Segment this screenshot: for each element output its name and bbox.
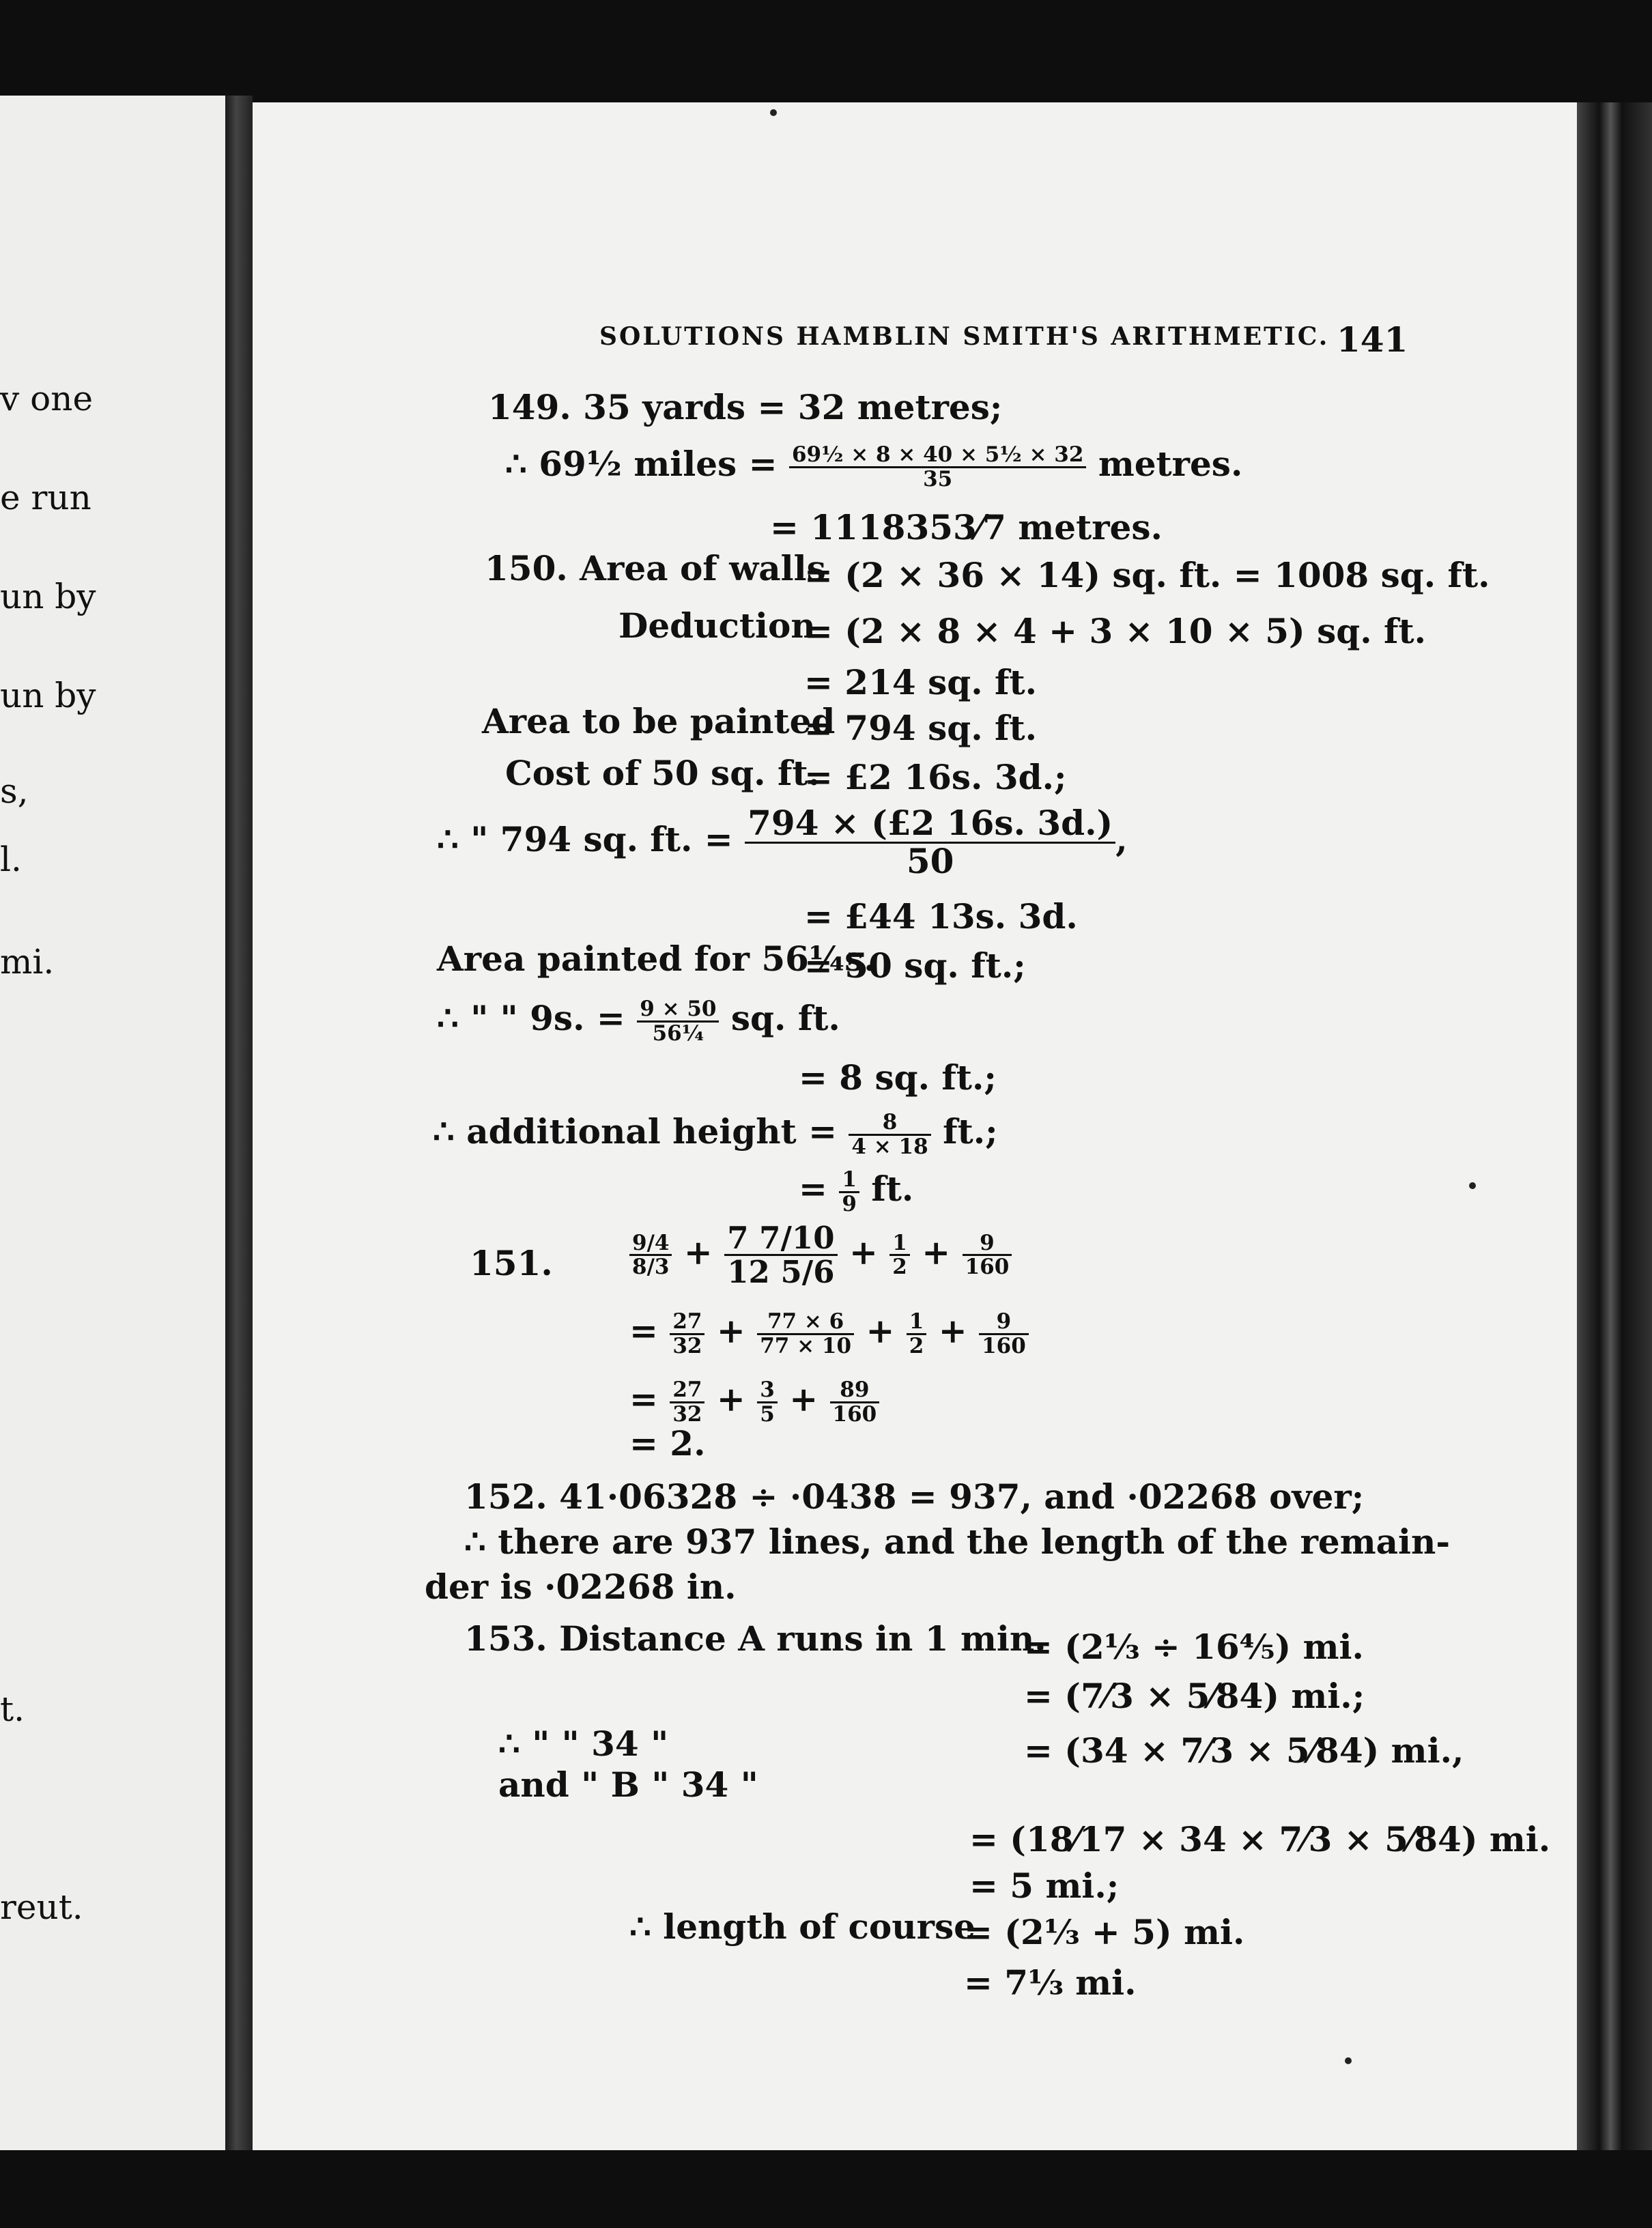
fraction: $\frac{77 \times 6}{77 \times 10}$ [757, 1311, 854, 1357]
fraction: $\frac{9}{160}$ [979, 1311, 1029, 1357]
left-fragment: un by [0, 676, 96, 715]
scan-speck [1345, 2057, 1352, 2064]
compound-fraction: $\frac{7 7/10}{12 5/6}$ [724, 1222, 837, 1289]
fraction: $\frac{9 \times 50}{\text{56¼}}$ [637, 998, 719, 1044]
problem-150-line-12: = $\frac{1}{9}$ ft. [799, 1167, 914, 1216]
left-fragment: e run [0, 478, 91, 517]
left-fragment: v one [0, 379, 94, 418]
problem-153-course: = (2⅓ + 5) mi. [964, 1912, 1245, 1952]
problem-153-line-2: = (7⁄3 × 5⁄84) mi.; [1024, 1676, 1365, 1716]
problem-150-painted: = 50 sq. ft.; [804, 945, 1026, 986]
fraction: $\frac{1}{2}$ [907, 1311, 927, 1357]
problem-150-line-3: = 214 sq. ft. [804, 662, 1038, 702]
problem-153-line-6: = 5 mi.; [969, 1866, 1120, 1906]
problem-150-line-7: = £44 13s. 3d. [804, 896, 1078, 937]
scan-speck [770, 109, 777, 116]
problem-153-label: 153. Distance A runs in 1 min. [464, 1618, 1046, 1659]
problem-153-line-1: = (2⅓ ÷ 16⅘) mi. [1024, 1627, 1364, 1667]
problem-149-line-2: ∴ 69½ miles = $\frac{\text{69½ × 8 × 40 × 5½ × 32}}{35}$ metres. [505, 442, 1243, 491]
problem-150-line-9: ∴ " " 9s. = $\frac{9 \times 50}{\text{56¼}}$ sq. ft. [437, 997, 840, 1046]
problem-150-area-label: Area to be painted [482, 701, 836, 741]
problem-150-deduction: = (2 × 8 × 4 + 3 × 10 × 5) sq. ft. [804, 611, 1427, 651]
left-fragment: s, [0, 771, 29, 811]
left-fragment: reut. [0, 1887, 83, 1927]
scan-speck [1469, 1182, 1476, 1189]
left-fragment: un by [0, 577, 96, 616]
problem-153-course-label: ∴ length of course [629, 1906, 975, 1947]
left-fragment: mi. [0, 942, 55, 982]
problem-151-line-3: = $\frac{27}{32}$ + $\frac{3}{5}$ + $\frac{89}{160}$ [629, 1379, 879, 1425]
left-fragment: t. [0, 1689, 25, 1729]
fraction: $\frac{27}{32}$ [670, 1379, 704, 1425]
problem-151-line-2: = $\frac{27}{32}$ + $\frac{77 \times 6}{77 \times 10}$ + $\frac{1}{2}$ + $\frac{9}{160}$ [629, 1311, 1029, 1357]
running-header: SOLUTIONS HAMBLIN SMITH'S ARITHMETIC. [599, 322, 1330, 351]
left-page [0, 96, 225, 2150]
problem-150-line-6: ∴ " 794 sq. ft. = $\frac{794 \times (£2 16s. 3d.)}{50}$ , [437, 803, 1128, 881]
book-edge [1577, 102, 1652, 2150]
fraction: $\frac{3}{5}$ [757, 1379, 778, 1425]
problem-153-line-3-label: ∴ " " 34 " [498, 1724, 669, 1764]
problem-150-line-1: = (2 × 36 × 14) sq. ft. = 1008 sq. ft. [804, 555, 1490, 595]
problem-150-label: 150. Area of walls [485, 548, 826, 588]
problem-152-line-1: 152. 41·06328 ÷ ·0438 = 937, and ·02268 over; [464, 1476, 1365, 1517]
problem-149-line-1: 149. 35 yards = 32 metres; [488, 387, 1003, 427]
fraction: $\frac{\text{69½ × 8 × 40 × 5½ × 32}}{35}$ [789, 444, 1086, 490]
problem-150-deduction-label: Deduction [618, 605, 816, 646]
problem-153-line-3: = (34 × 7⁄3 × 5⁄84) mi., [1024, 1730, 1464, 1771]
problem-151-line-1: $\frac{9/4}{8/3}$ + $\frac{7 7/10}{12 5/6}$ + $\frac{1}{2}$ + $\frac{9}{160}$ [629, 1222, 1012, 1289]
problem-151-line-4: = 2. [629, 1423, 706, 1463]
fraction: $\frac{89}{160}$ [830, 1379, 880, 1425]
problem-152-line-2: ∴ there are 937 lines, and the length of the remain- [464, 1522, 1451, 1562]
left-fragment: l. [0, 840, 22, 879]
fraction: $\frac{1}{2}$ [889, 1232, 910, 1279]
problem-150-cost-label: Cost of 50 sq. ft. [505, 753, 820, 793]
problem-150-line-11: ∴ additional height = $\frac{8}{4 \times 18}$ ft.; [433, 1110, 998, 1159]
fraction: $\frac{27}{32}$ [670, 1311, 704, 1357]
problem-151-label: 151. [470, 1243, 553, 1283]
problem-153-line-5: = (18⁄17 × 34 × 7⁄3 × 5⁄84) mi. [969, 1819, 1551, 1859]
fraction: $\frac{9}{160}$ [963, 1232, 1012, 1279]
problem-150-painted-label: Area painted for 56¼s. [437, 939, 876, 979]
problem-150-cost: = £2 16s. 3d.; [804, 757, 1067, 797]
fraction: $\frac{794 \times (£2 16s. 3d.)}{50}$ [745, 805, 1115, 879]
fraction: $\frac{8}{4 \times 18}$ [849, 1111, 930, 1158]
problem-152-line-3: der is ·02268 in. [425, 1567, 737, 1607]
fraction: $\frac{1}{9}$ [839, 1169, 859, 1215]
problem-153-line-4: and " B " 34 " [498, 1765, 758, 1805]
book-gutter [225, 96, 253, 2150]
problem-149-line-3: = 1118353⁄7 metres. [770, 507, 1163, 547]
fraction: $\frac{9/4}{8/3}$ [629, 1232, 672, 1279]
problem-150-area: = 794 sq. ft. [804, 708, 1038, 748]
problem-150-line-10: = 8 sq. ft.; [799, 1057, 997, 1098]
problem-153-line-8: = 7⅓ mi. [964, 1962, 1137, 2003]
page-number: 141 [1337, 319, 1408, 360]
